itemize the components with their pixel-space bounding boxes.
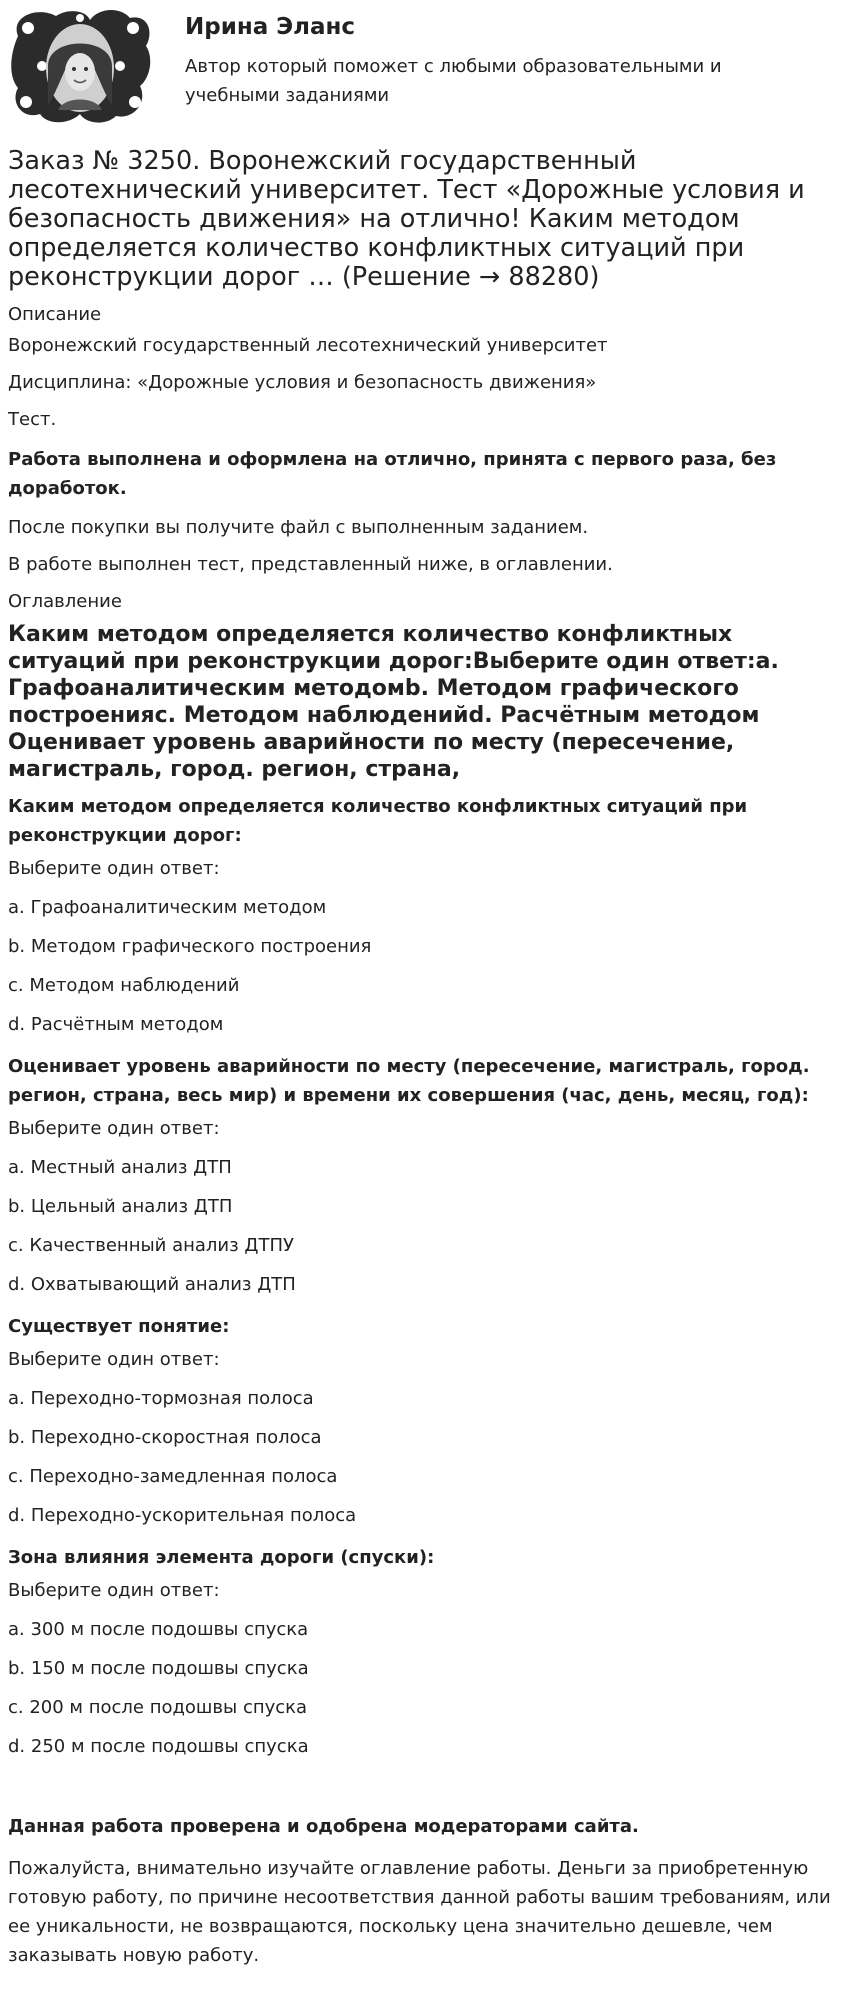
question-4 [8, 1543, 838, 1759]
answer-option: d. 250 м после подошвы спуска [8, 1736, 309, 1757]
answer-option: d. Расчётным методом [8, 1014, 224, 1035]
answer-option: a. 300 м после подошвы спуска [8, 1619, 309, 1640]
university: Воронежский государственный лесотехнический университет [8, 335, 608, 356]
question-2 [8, 1052, 838, 1297]
answer-option: b. Переходно-скоростная полоса [8, 1427, 322, 1448]
toc-label: Оглавление [8, 591, 122, 612]
author-avatar [8, 6, 153, 126]
answer-option: a. Графоаналитическим методом [8, 897, 327, 918]
answer-option: c. Методом наблюдений [8, 975, 240, 996]
answer-option: b. Цельный анализ ДТП [8, 1196, 233, 1217]
answer-option: d. Охватывающий анализ ДТП [8, 1274, 296, 1295]
question-text: Каким методом определяется количество конфликтных ситуаций при реконструкции дорог: [8, 796, 748, 846]
author-card [8, 6, 838, 126]
content [8, 303, 838, 1970]
answer-option: c. 200 м после подошвы спуска [8, 1697, 308, 1718]
answer-option: b. 150 м после подошвы спуска [8, 1658, 309, 1679]
question-text: Зона влияния элемента дороги (спуски): [8, 1547, 435, 1568]
answer-option: a. Переходно-тормозная полоса [8, 1388, 314, 1409]
approved-note: Данная работа проверена и одобрена модераторами сайта. [8, 1816, 639, 1837]
author-name[interactable]: Ирина Эланс [185, 14, 356, 40]
question-prompt: Выберите один ответ: [8, 1580, 220, 1601]
page-title: Заказ № 3250. Воронежский государственный лесотехнический университет. Тест «Дорожные условия и безопасность движения» на отлично! Каким методом определяется количество конфликтных ситуаций при реконструкции дорог … (Решение → 88280) [8, 146, 805, 292]
question-text: Существует понятие: [8, 1316, 230, 1337]
question-3 [8, 1312, 838, 1528]
answer-option: c. Переходно-замедленная полоса [8, 1466, 338, 1487]
work-type: Тест. [8, 409, 57, 430]
answer-option: a. Местный анализ ДТП [8, 1157, 232, 1178]
answer-option: d. Переходно-ускорительная полоса [8, 1505, 357, 1526]
question-prompt: Выберите один ответ: [8, 1349, 220, 1370]
refund-notice: Пожалуйста, внимательно изучайте оглавление работы. Деньги за приобретенную готовую работу, по причине несоответствия данной работы вашим требованиям, или ее уникальности, не возвращаются, поскольку цена значительно дешевле, чем заказывать новую работу. [8, 1858, 831, 1966]
answer-option: c. Качественный анализ ДТПУ [8, 1235, 294, 1256]
description-label: Описание [8, 304, 102, 325]
author-description: Автор который поможет с любыми образовательными и учебными заданиями [185, 56, 722, 106]
question-prompt: Выберите один ответ: [8, 858, 220, 879]
question-text: Оценивает уровень аварийности по месту (пересечение, магистраль, город. регион, страна, весь мир) и времени их совершения (час, день, месяц, год): [8, 1056, 810, 1106]
contents-note: В работе выполнен тест, представленный ниже, в оглавлении. [8, 554, 613, 575]
toc-title: Каким методом определяется количество конфликтных ситуаций при реконструкции дорог:Выберите один ответ:a. Графоаналитическим методомb. Методом графического построенияc. Методом наблюденийd. Расчётным методом Оценивает уровень аварийности по месту (пересечение, магистраль, город. регион, страна, [8, 622, 779, 782]
quality-note: Работа выполнена и оформлена на отлично, принята с первого раза, без доработок. [8, 449, 777, 499]
discipline: Дисциплина: «Дорожные условия и безопасность движения» [8, 372, 597, 393]
question-prompt: Выберите один ответ: [8, 1118, 220, 1139]
question-1 [8, 792, 838, 1037]
answer-option: b. Методом графического построения [8, 936, 372, 957]
spacer [8, 1774, 838, 1812]
after-purchase-note: После покупки вы получите файл с выполненным заданием. [8, 517, 589, 538]
